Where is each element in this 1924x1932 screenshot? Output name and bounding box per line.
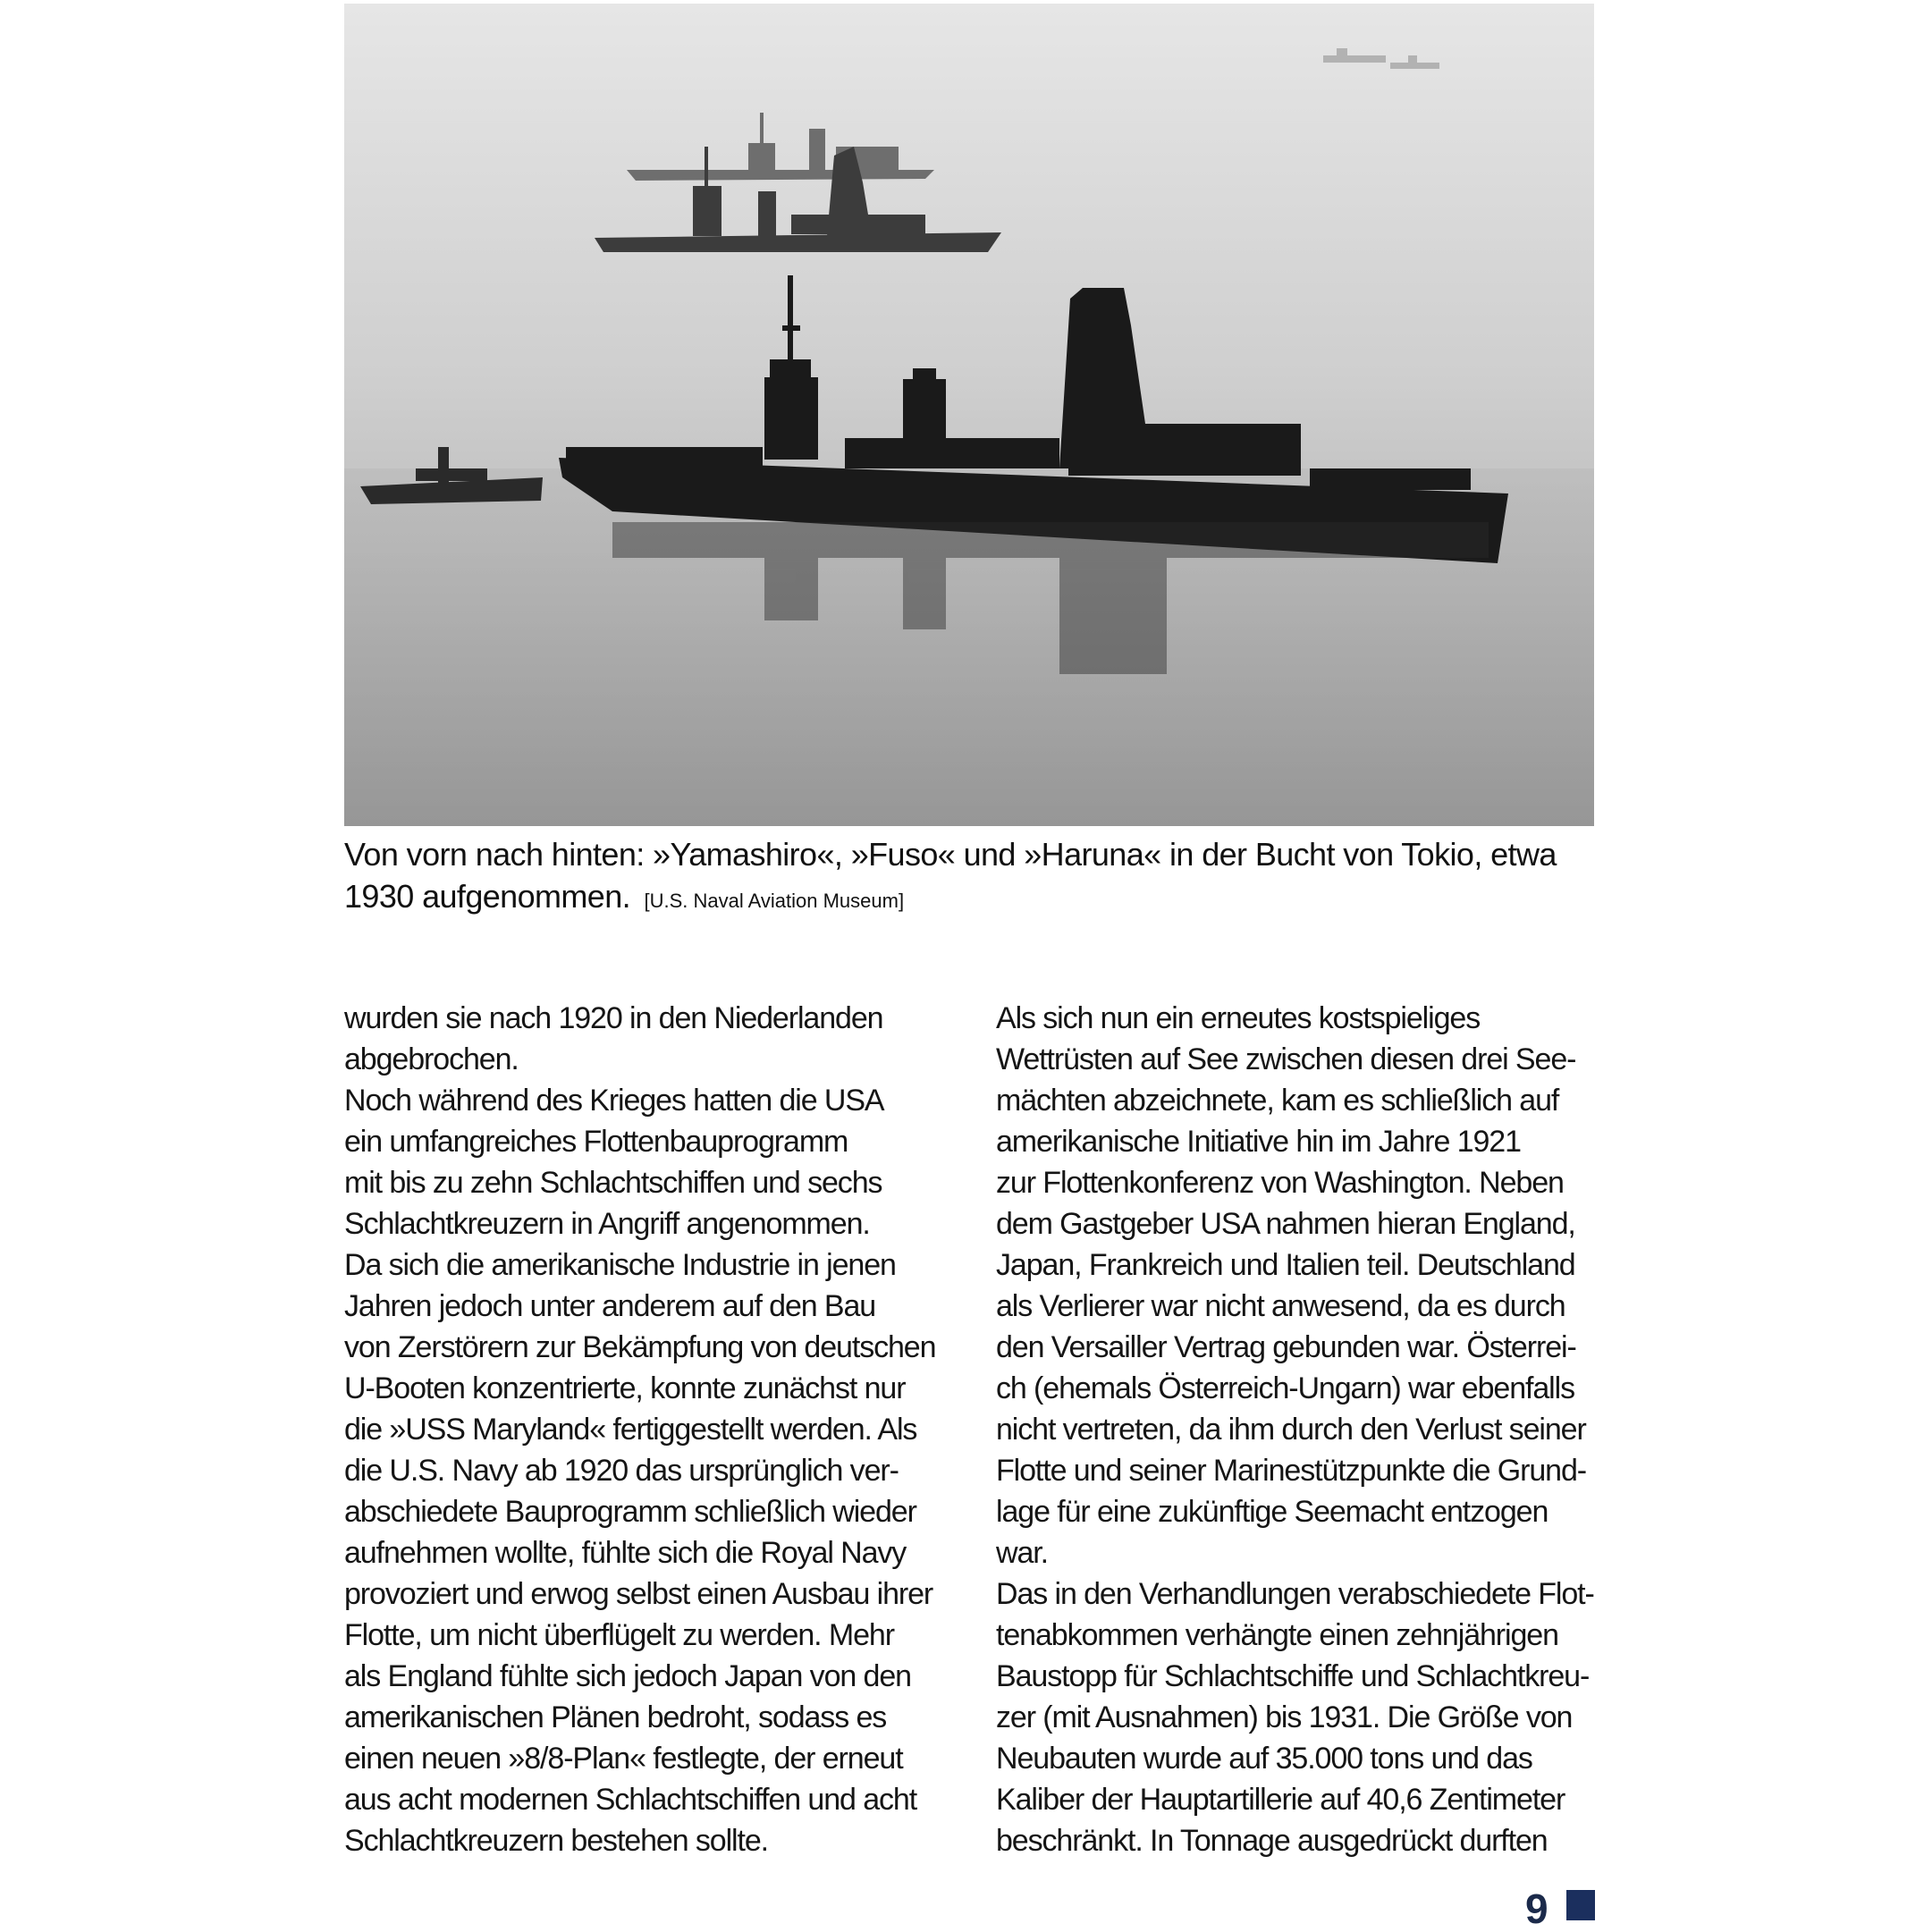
text-line: aus acht modernen Schlachtschiffen und acht [344,1783,917,1817]
text-line: Flotte und seiner Marinestützpunkte die Grund- [996,1454,1586,1488]
text-line: mächten abzeichnete, kam es schließlich auf [996,1084,1559,1118]
page-marker-square-icon [1566,1890,1595,1920]
text-line: aufnehmen wollte, fühlte sich die Royal Navy [344,1536,907,1570]
text-line: amerikanischen Plänen bedroht, sodass es [344,1700,887,1734]
caption-text: Von vorn nach hinten: »Yamashiro«, »Fuso« und »Haruna« in der Bucht von Tokio, etwa [344,836,1557,873]
text-line: Noch während des Krieges hatten die USA [344,1084,884,1118]
photo-caption [344,833,1596,922]
text-line: Als sich nun ein erneutes kostspieliges [996,1001,1481,1035]
text-line: die U.S. Navy ab 1920 das ursprünglich ver- [344,1454,899,1488]
text-line: von Zerstörern zur Bekämpfung von deutschen [344,1330,936,1364]
text-line: zer (mit Ausnahmen) bis 1931. Die Größe von [996,1700,1573,1734]
text-line: Flotte, um nicht überflügelt zu werden. Mehr [344,1618,894,1652]
battleship-photo [344,4,1594,826]
text-line: amerikanische Initiative hin im Jahre 1921 [996,1125,1521,1159]
photo-credit: [U.S. Naval Aviation Museum] [644,890,905,912]
text-line: tenabkommen verhängte einen zehnjährigen [996,1618,1558,1652]
text-line: lage für eine zukünftige Seemacht entzogen [996,1495,1548,1529]
text-line: Schlachtkreuzern in Angriff angenommen. [344,1207,870,1241]
text-line: U-Booten konzentrierte, konnte zunächst nur [344,1371,906,1405]
text-line: Kaliber der Hauptartillerie auf 40,6 Zentimeter [996,1783,1565,1817]
text-line: Schlachtkreuzern bestehen sollte. [344,1824,768,1858]
text-line: Das in den Verhandlungen verabschiedete Flot- [996,1577,1594,1611]
text-line: als Verlierer war nicht anwesend, da es durch [996,1289,1565,1323]
text-line: zur Flottenkonferenz von Washington. Neben [996,1166,1564,1200]
text-line: abgebrochen. [344,1042,519,1076]
text-line: wurden sie nach 1920 in den Niederlanden [344,1001,883,1035]
text-line: mit bis zu zehn Schlachtschiffen und sechs [344,1166,882,1200]
text-line: abschiedete Bauprogramm schließlich wieder [344,1495,916,1529]
text-line: Baustopp für Schlachtschiffe und Schlachtkreu- [996,1659,1590,1693]
text-line: Neubauten wurde auf 35.000 tons und das [996,1742,1532,1776]
page-number: 9 [1525,1886,1548,1932]
text-line: nicht vertreten, da ihm durch den Verlust seiner [996,1413,1586,1447]
text-line: beschränkt. In Tonnage ausgedrückt durften [996,1824,1548,1858]
text-line: war. [996,1536,1048,1570]
text-line: Jahren jedoch unter anderem auf den Bau [344,1289,876,1323]
text-line: Wettrüsten auf See zwischen diesen drei See- [996,1042,1576,1076]
text-line: provoziert und erwog selbst einen Ausbau ihrer [344,1577,933,1611]
text-line: einen neuen »8/8-Plan« festlegte, der erneut [344,1742,903,1776]
text-line: die »USS Maryland« fertiggestellt werden. Als [344,1413,917,1447]
text-line: dem Gastgeber USA nahmen hieran England, [996,1207,1575,1241]
text-line: als England fühlte sich jedoch Japan von den [344,1659,911,1693]
left-column [344,998,961,1861]
text-line: Da sich die amerikanische Industrie in jenen [344,1248,896,1282]
text-line: ch (ehemals Österreich-Ungarn) war ebenfalls [996,1371,1574,1405]
text-line: Japan, Frankreich und Italien teil. Deutschland [996,1248,1575,1282]
caption-text-2: 1930 aufgenommen. [344,878,631,915]
right-column [996,998,1613,1861]
text-line: den Versailler Vertrag gebunden war. Österrei- [996,1330,1576,1364]
text-line: ein umfangreiches Flottenbauprogramm [344,1125,848,1159]
